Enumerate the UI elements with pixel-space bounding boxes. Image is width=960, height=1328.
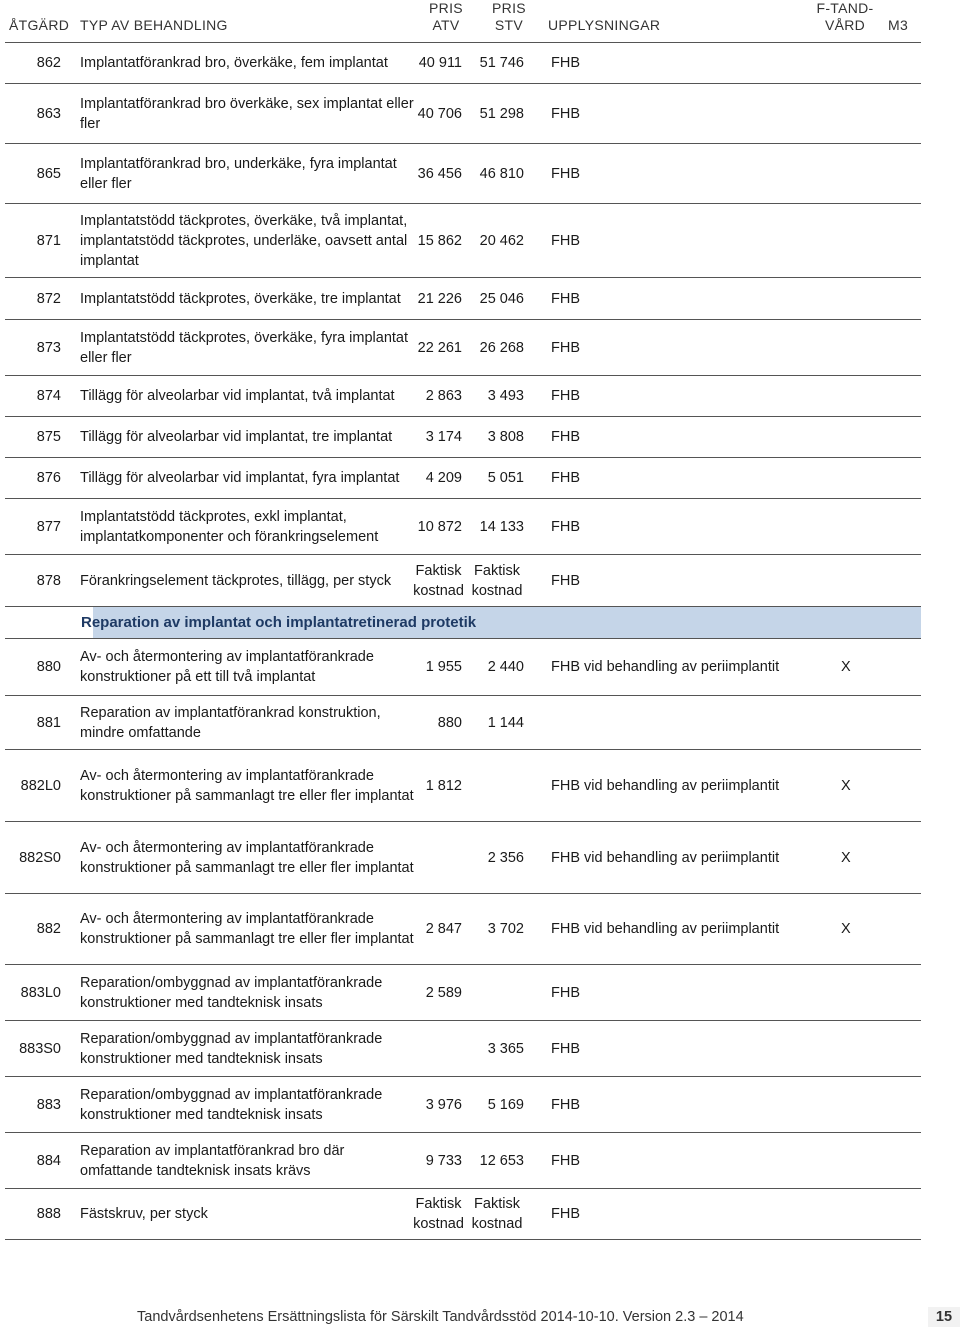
table-row <box>5 555 921 607</box>
row-upplysningar <box>551 965 821 1020</box>
row-pris-stv-text: 5 169 <box>487 1096 524 1113</box>
row-m3-mark <box>841 1077 861 1132</box>
row-pris-stv-text: 2 356 <box>487 849 524 866</box>
row-m3-mark-text: X <box>841 921 851 937</box>
row-pris-stv-text: Faktisk kostnad <box>471 562 523 599</box>
row-code-text: 883S0 <box>19 1040 61 1057</box>
row-upplysningar-text: FHB <box>551 388 580 404</box>
row-description <box>80 639 420 695</box>
row-pris-stv <box>470 822 524 893</box>
row-m3-mark <box>841 1133 861 1188</box>
row-pris-atv-text: 1 812 <box>425 777 462 794</box>
row-pris-stv <box>470 1077 524 1132</box>
row-upplysningar <box>551 750 821 821</box>
row-code-text: 863 <box>36 105 61 122</box>
row-pris-stv <box>470 639 524 695</box>
row-pris-stv-text: 51 746 <box>479 55 524 71</box>
row-upplysningar-text: FHB <box>551 572 580 589</box>
row-upplysningar-text: FHB <box>551 1096 580 1113</box>
header-pris-atv <box>419 0 473 34</box>
row-pris-stv-text: 20 462 <box>479 232 524 249</box>
row-description <box>80 822 420 893</box>
row-pris-atv-text: 40 706 <box>417 105 462 122</box>
row-pris-atv <box>415 417 462 457</box>
row-pris-stv <box>470 278 524 319</box>
row-m3-mark <box>841 84 861 143</box>
row-description-text: Av- och återmontering av implantatförankrade konstruktioner på sammanlagt tre eller fler implantat <box>80 767 414 804</box>
row-description <box>80 696 420 749</box>
row-description <box>80 965 420 1020</box>
table-row <box>5 458 921 499</box>
row-description-text: Implantatförankrad bro, överkäke, fem implantat <box>80 55 388 71</box>
row-pris-stv-text: 2 440 <box>487 659 524 675</box>
table-row <box>5 1021 921 1077</box>
row-code <box>5 1077 61 1132</box>
row-description-text: Reparation av implantatförankrad konstruktion, mindre omfattande <box>80 704 381 741</box>
row-description <box>80 458 420 498</box>
row-code <box>5 1189 61 1239</box>
row-m3-mark <box>841 822 861 893</box>
row-code <box>5 278 61 319</box>
row-pris-stv-text: 3 365 <box>487 1040 524 1057</box>
row-code-text: 877 <box>36 518 61 535</box>
row-upplysningar-text: FHB vid behandling av periimplantit <box>551 777 780 794</box>
header-m3: M3 <box>888 17 909 33</box>
table-row <box>5 696 921 750</box>
page-footer <box>0 1307 960 1327</box>
row-pris-atv-text: 15 862 <box>417 232 462 249</box>
row-pris-atv <box>415 376 462 416</box>
row-description <box>80 204 420 277</box>
row-pris-atv <box>415 822 462 893</box>
row-description <box>80 417 420 457</box>
row-code-text: 882L0 <box>20 777 61 794</box>
row-code <box>5 204 61 277</box>
table-row <box>5 1133 921 1189</box>
row-m3-mark-text: X <box>841 659 851 675</box>
row-code-text: 883L0 <box>20 984 61 1001</box>
row-upplysningar <box>551 278 821 319</box>
row-upplysningar-text: FHB <box>551 232 580 249</box>
row-pris-stv <box>470 417 524 457</box>
row-code-text: 874 <box>36 388 61 404</box>
row-m3-mark <box>841 204 861 277</box>
row-code-text: 883 <box>36 1096 61 1113</box>
row-code-text: 862 <box>36 55 61 71</box>
row-code-text: 884 <box>36 1152 61 1169</box>
table-row <box>5 750 921 822</box>
row-code <box>5 320 61 375</box>
row-upplysningar-text: FHB <box>551 290 580 307</box>
row-code <box>5 639 61 695</box>
header-ftandvard <box>810 0 880 34</box>
row-pris-stv <box>470 376 524 416</box>
row-upplysningar <box>551 1189 821 1239</box>
row-code-text: 881 <box>36 714 61 731</box>
row-code <box>5 696 61 749</box>
row-pris-stv <box>470 750 524 821</box>
row-m3-mark <box>841 417 861 457</box>
row-code <box>5 750 61 821</box>
row-upplysningar <box>551 822 821 893</box>
row-upplysningar <box>551 376 821 416</box>
row-upplysningar-text: FHB <box>551 55 580 71</box>
row-pris-stv <box>470 1133 524 1188</box>
row-m3-mark <box>841 320 861 375</box>
row-pris-stv <box>470 320 524 375</box>
table-row <box>5 278 921 320</box>
row-m3-mark <box>841 376 861 416</box>
row-pris-stv <box>470 1189 524 1239</box>
row-upplysningar <box>551 84 821 143</box>
table-row <box>5 144 921 204</box>
row-code-text: 878 <box>36 572 61 589</box>
row-pris-atv-text: 10 872 <box>417 518 462 535</box>
rows-top <box>5 43 921 607</box>
table-row <box>5 965 921 1021</box>
row-pris-stv-text: 12 653 <box>479 1152 524 1169</box>
row-description-text: Av- och återmontering av implantatförankrade konstruktioner på sammanlagt tre eller fler implantat <box>80 911 414 947</box>
row-code-text: 876 <box>36 470 61 486</box>
price-list <box>5 0 921 1240</box>
row-pris-atv-text: 21 226 <box>417 290 462 307</box>
row-m3-mark <box>841 1189 861 1239</box>
row-pris-stv-text: 46 810 <box>479 165 524 182</box>
header-ftand-line2: VÅRD <box>824 17 866 33</box>
row-pris-atv <box>415 639 462 695</box>
row-description-text: Tillägg för alveolarbar vid implantat, tre implantat <box>80 429 393 445</box>
row-m3-mark <box>841 639 861 695</box>
row-description-text: Tillägg för alveolarbar vid implantat, fyra implantat <box>80 470 400 486</box>
row-upplysningar-text: FHB <box>551 518 580 535</box>
row-pris-atv <box>415 1021 462 1076</box>
table-row <box>5 499 921 555</box>
row-description-text: Förankringselement täckprotes, tillägg, per styck <box>80 572 392 589</box>
row-m3-mark <box>841 458 861 498</box>
section-header <box>81 607 921 638</box>
row-description <box>80 1133 420 1188</box>
row-pris-stv-text: 3 702 <box>487 921 524 937</box>
row-upplysningar <box>551 320 821 375</box>
row-upplysningar <box>551 555 821 606</box>
header-pris-stv <box>479 0 539 34</box>
section-title: Reparation av implantat och implantatretinerad protetik <box>81 614 477 631</box>
row-description-text: Reparation/ombyggnad av implantatförankrade konstruktioner med tandteknisk insats <box>80 1030 383 1067</box>
table-row <box>5 417 921 458</box>
row-pris-stv-text: 26 268 <box>479 339 524 356</box>
table-row <box>5 1189 921 1240</box>
row-description <box>80 278 420 319</box>
row-description <box>80 499 420 554</box>
row-description-text: Implantatstödd täckprotes, exkl implantat, implantatkomponenter och förankringselement <box>80 508 379 545</box>
row-pris-atv <box>415 204 462 277</box>
row-pris-atv-text: 3 976 <box>425 1096 462 1113</box>
row-code-text: 871 <box>36 232 61 249</box>
table-row <box>5 894 921 965</box>
row-code <box>5 458 61 498</box>
row-pris-atv <box>415 278 462 319</box>
row-description <box>80 1021 420 1076</box>
row-pris-stv-text: 51 298 <box>479 105 524 122</box>
section-row <box>5 607 921 639</box>
row-m3-mark <box>841 555 861 606</box>
header-pris-atv-line2: ATV <box>432 17 460 33</box>
row-pris-atv <box>415 458 462 498</box>
row-m3-mark-text: X <box>841 777 851 794</box>
row-m3-mark-text: X <box>841 849 851 866</box>
row-m3-mark <box>841 499 861 554</box>
table-row <box>5 822 921 894</box>
row-description <box>80 1077 420 1132</box>
row-m3-mark <box>841 278 861 319</box>
row-m3-mark <box>841 965 861 1020</box>
row-pris-stv <box>470 204 524 277</box>
row-code <box>5 376 61 416</box>
row-m3-mark <box>841 43 861 83</box>
row-pris-atv <box>415 750 462 821</box>
row-upplysningar-text: FHB <box>551 165 580 182</box>
row-pris-atv <box>415 144 462 203</box>
row-pris-stv-text: 5 051 <box>487 470 524 486</box>
row-pris-stv <box>470 696 524 749</box>
row-code-text: 875 <box>36 429 61 445</box>
row-code <box>5 965 61 1020</box>
row-pris-stv <box>470 43 524 83</box>
row-pris-atv <box>415 696 462 749</box>
row-pris-stv <box>470 555 524 606</box>
row-pris-atv <box>415 320 462 375</box>
row-description <box>80 1189 420 1239</box>
row-code-text: 873 <box>36 339 61 356</box>
row-upplysningar-text: FHB <box>551 1040 580 1057</box>
row-pris-atv <box>415 499 462 554</box>
row-pris-atv <box>415 965 462 1020</box>
row-description-text: Av- och återmontering av implantatförankrade konstruktioner på ett till två implantat <box>80 649 374 685</box>
row-description <box>80 84 420 143</box>
table-row <box>5 43 921 84</box>
row-code <box>5 1133 61 1188</box>
row-description-text: Implantatförankrad bro överkäke, sex implantat eller fler <box>80 95 414 132</box>
row-upplysningar <box>551 1133 821 1188</box>
row-code-text: 882 <box>36 921 61 937</box>
row-description-text: Fästskruv, per styck <box>80 1206 208 1222</box>
row-code-text: 865 <box>36 165 61 182</box>
row-pris-stv-text: 3 493 <box>487 388 524 404</box>
row-upplysningar-text: FHB <box>551 339 580 356</box>
row-description <box>80 43 420 83</box>
row-upplysningar <box>551 1021 821 1076</box>
row-upplysningar-text: FHB vid behandling av periimplantit <box>551 921 780 937</box>
row-upplysningar <box>551 639 821 695</box>
row-pris-atv <box>415 1189 462 1239</box>
row-upplysningar <box>551 499 821 554</box>
row-description-text: Implantatstödd täckprotes, överkäke, tre implantat <box>80 290 401 307</box>
row-pris-atv <box>415 555 462 606</box>
header-pris-stv-line2: STV <box>494 17 524 33</box>
row-upplysningar <box>551 204 821 277</box>
row-pris-atv-text: 2 847 <box>425 921 462 937</box>
row-pris-atv-text: 22 261 <box>417 339 462 356</box>
rows-bottom <box>5 639 921 1240</box>
row-pris-atv <box>415 43 462 83</box>
table-row <box>5 84 921 144</box>
row-m3-mark <box>841 750 861 821</box>
row-pris-stv-text: 3 808 <box>487 429 524 445</box>
row-upplysningar-text: FHB <box>551 105 580 122</box>
row-code <box>5 822 61 893</box>
row-description <box>80 894 420 964</box>
row-m3-mark <box>841 894 861 964</box>
row-m3-mark <box>841 144 861 203</box>
header-ftand-line1: F-TAND- <box>816 0 874 16</box>
row-code <box>5 417 61 457</box>
row-description-text: Implantatförankrad bro, underkäke, fyra implantat eller fler <box>80 155 397 192</box>
row-description-text: Reparation/ombyggnad av implantatförankrade konstruktioner med tandteknisk insats <box>80 1086 383 1123</box>
row-pris-atv-text: Faktisk kostnad <box>413 562 464 599</box>
row-pris-atv-text: 1 955 <box>425 659 462 675</box>
row-code <box>5 144 61 203</box>
row-description <box>80 320 420 375</box>
row-code <box>5 499 61 554</box>
row-description-text: Tillägg för alveolarbar vid implantat, två implantat <box>80 388 395 404</box>
row-pris-atv-text: 3 174 <box>425 429 462 445</box>
table-row <box>5 376 921 417</box>
row-pris-atv-text: 4 209 <box>425 470 462 486</box>
row-pris-atv <box>415 84 462 143</box>
row-description-text: Av- och återmontering av implantatförankrade konstruktioner på sammanlagt tre eller fler implantat <box>80 839 414 876</box>
row-pris-atv-text: 880 <box>437 714 462 731</box>
table-row <box>5 204 921 278</box>
row-pris-atv-text: Faktisk kostnad <box>413 1196 464 1232</box>
row-description-text: Reparation av implantatförankrad bro där omfattande tandteknisk insats krävs <box>80 1142 345 1179</box>
row-upplysningar <box>551 417 821 457</box>
row-code <box>5 1021 61 1076</box>
row-code <box>5 894 61 964</box>
row-upplysningar <box>551 696 821 749</box>
row-pris-atv <box>415 1133 462 1188</box>
table-row <box>5 320 921 376</box>
row-description <box>80 376 420 416</box>
row-pris-stv-text: 25 046 <box>479 290 524 307</box>
row-code-text: 880 <box>36 659 61 675</box>
row-code <box>5 43 61 83</box>
row-pris-stv <box>470 965 524 1020</box>
row-pris-stv-text: Faktisk kostnad <box>471 1196 523 1232</box>
header-pris-stv-line1: PRIS <box>492 0 526 16</box>
page-number: 15 <box>928 1307 960 1327</box>
row-description <box>80 750 420 821</box>
row-pris-stv <box>470 499 524 554</box>
row-pris-stv <box>470 458 524 498</box>
row-description <box>80 555 420 606</box>
row-upplysningar-text: FHB <box>551 1152 580 1169</box>
row-upplysningar-text: FHB <box>551 429 580 445</box>
row-description-text: Implantatstödd täckprotes, överkäke, fyra implantat eller fler <box>80 329 409 366</box>
row-code <box>5 555 61 606</box>
row-pris-stv-text: 14 133 <box>479 518 524 535</box>
row-pris-stv <box>470 144 524 203</box>
row-upplysningar-text: FHB <box>551 984 580 1001</box>
row-upplysningar <box>551 144 821 203</box>
table-row <box>5 1077 921 1133</box>
row-upplysningar-text: FHB vid behandling av periimplantit <box>551 659 780 675</box>
row-upplysningar-text: FHB <box>551 1206 580 1222</box>
row-upplysningar <box>551 43 821 83</box>
header-atgard: ÅTGÄRD <box>9 17 70 33</box>
row-upplysningar <box>551 894 821 964</box>
row-description-text: Reparation/ombyggnad av implantatförankrade konstruktioner med tandteknisk insats <box>80 974 383 1011</box>
row-upplysningar <box>551 458 821 498</box>
header-upplysningar: UPPLYSNINGAR <box>548 17 661 33</box>
header-pris-atv-line1: PRIS <box>429 0 463 16</box>
row-pris-atv <box>415 894 462 964</box>
row-code <box>5 84 61 143</box>
footer-text: Tandvårdsenhetens Ersättningslista för Särskilt Tandvårdsstöd 2014-10-10. Version 2.3 – 2014 <box>137 1309 744 1325</box>
row-code-text: 872 <box>36 290 61 307</box>
row-description-text: Implantatstödd täckprotes, överkäke, två implantat, implantatstödd täckprotes, underläke, oavsett antal implantat <box>80 212 408 269</box>
row-pris-atv-text: 36 456 <box>417 165 462 182</box>
row-pris-stv <box>470 84 524 143</box>
row-pris-atv <box>415 1077 462 1132</box>
row-upplysningar-text: FHB vid behandling av periimplantit <box>551 849 780 866</box>
header-typ: TYP AV BEHANDLING <box>80 17 228 33</box>
row-pris-atv-text: 2 589 <box>425 984 462 1001</box>
row-pris-atv-text: 2 863 <box>425 388 462 404</box>
row-pris-stv <box>470 894 524 964</box>
row-pris-stv <box>470 1021 524 1076</box>
row-m3-mark <box>841 696 861 749</box>
table-header <box>5 0 921 43</box>
row-m3-mark <box>841 1021 861 1076</box>
row-upplysningar <box>551 1077 821 1132</box>
row-pris-atv-text: 40 911 <box>418 55 462 71</box>
row-description <box>80 144 420 203</box>
row-pris-stv-text: 1 144 <box>487 714 524 731</box>
row-upplysningar-text: FHB <box>551 470 580 486</box>
row-pris-atv-text: 9 733 <box>425 1152 462 1169</box>
row-code-text: 888 <box>36 1206 61 1222</box>
table-row <box>5 639 921 696</box>
row-code-text: 882S0 <box>19 849 61 866</box>
